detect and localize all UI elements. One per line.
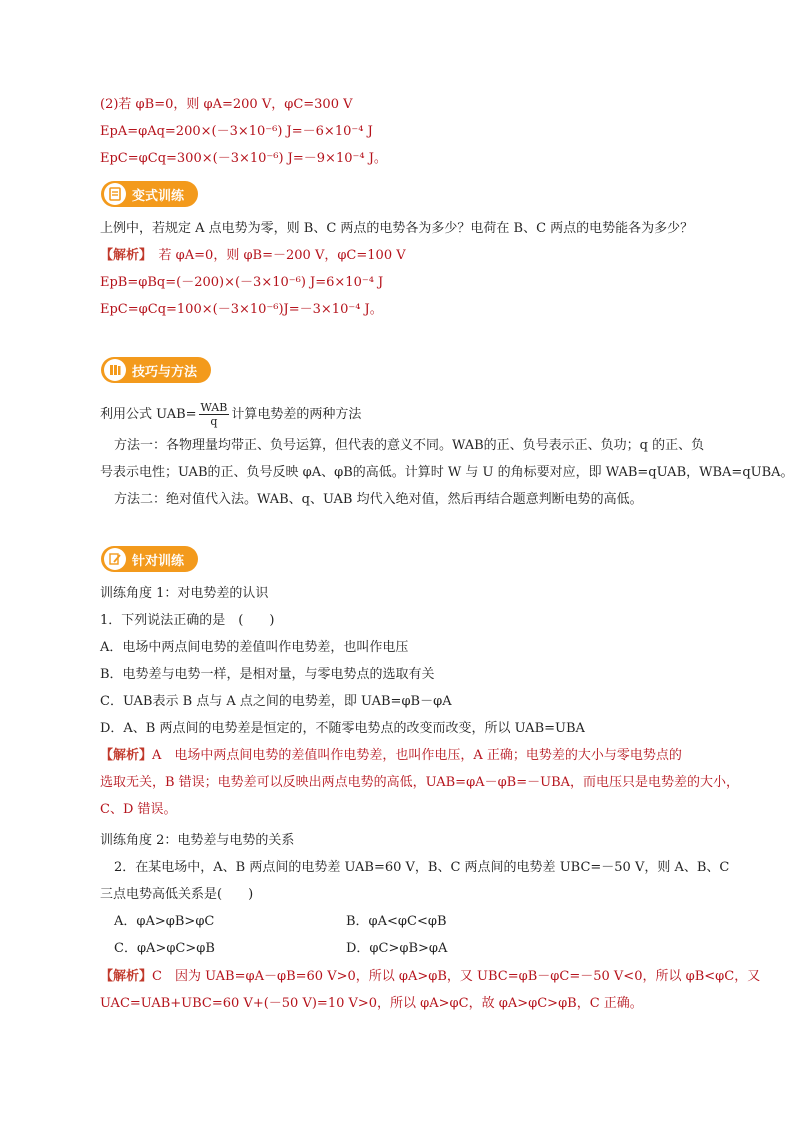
question-1: 1．下列说法正确的是 ( ) [100,613,275,628]
variant-answer-line-2: EpB=φBq=(－200)×(－3×10⁻⁶) J=6×10⁻⁴ J [100,275,384,290]
q1-option-b: B．电势差与电势一样，是相对量，与零电势点的选取有关 [100,667,435,682]
document-icon [104,183,126,205]
q2-answer-line-2: UAC=UAB+UBC=60 V+(－50 V)=10 V>0，所以 φA>φC，故 φA>φC>φB，C 正确。 [100,996,643,1011]
method2-line: 方法二：绝对值代入法。WAB、q、UAB 均代入绝对值，然后再结合题意判断电势的高低。 [114,492,643,507]
training-angle-1: 训练角度 1：对电势差的认识 [100,586,269,601]
q1-answer-tag: 【解析】 [100,748,153,763]
q1-option-c: C．UAB表示 B 点与 A 点之间的电势差，即 UAB=φB－φA [100,694,452,709]
skills-badge [101,357,211,383]
formula-denominator: q [210,415,218,428]
formula-line [100,401,361,428]
method1-line-1: 方法一：各物理量均带正、负号运算，但代表的意义不同。WAB的正、负号表示正、负功；q 的正、负 [114,438,705,453]
variant-answer-line-1 [100,246,406,266]
training-angle-2: 训练角度 2：电势差与电势的关系 [100,833,295,848]
formula-lead: 利用公式 UAB= [100,407,197,422]
variant-answer-line-3: EpC=φCq=100×(－3×10⁻⁶)J=－3×10⁻⁴ J。 [100,302,383,317]
training-badge-label: 针对训练 [132,553,185,569]
formula-numerator: WAB [200,401,228,414]
q1-answer-line-2: 选取无关，B 错误；电势差可以反映出两点电势的高低，UAB=φA－φB=－UBA，而电压只是电势差的大小， [100,775,740,790]
q1-option-a: A．电场中两点间电势的差值叫作电势差，也叫作电压 [100,640,409,655]
q2-option-c: C．φA>φC>φB [114,941,215,956]
books-icon [104,359,126,381]
variant-badge [101,181,198,207]
formula-tail: 计算电势差的两种方法 [231,407,362,422]
q1-answer-text: A 电场中两点间电势的差值叫作电势差，也叫作电压，A 正确；电势差的大小与零电势点的 [152,748,682,763]
answer-tag: 【解析】 [100,248,146,263]
example-line-1: (2)若 φB=0，则 φA=200 V，φC=300 V [100,97,353,112]
example-line-2: EpA=φAq=200×(－3×10⁻⁶) J=－6×10⁻⁴ J [100,124,373,139]
example-line-3: EpC=φCq=300×(－3×10⁻⁶) J=－9×10⁻⁴ J。 [100,151,387,166]
skills-badge-label: 技巧与方法 [132,364,198,380]
q2-answer-text: C 因为 UAB=φA－φB=60 V>0，所以 φA>φB，又 UBC=φB－φC=－50 V<0，所以 φB<φC，又 [152,969,761,984]
q2-option-d: D．φC>φB>φA [346,941,448,956]
training-badge [101,546,198,572]
pencil-icon [104,548,126,570]
q1-option-d: D．A、B 两点间的电势差是恒定的，不随零电势点的改变而改变，所以 UAB=UBA [100,721,585,736]
q1-answer-line-1 [100,746,682,766]
q2-answer-tag: 【解析】 [100,969,153,984]
q1-answer-line-3: C、D 错误。 [100,802,177,817]
method1-line-2: 号表示电性；UAB的正、负号反映 φA、φB的高低。计算时 W 与 U 的角标要对应，即 WAB=qUAB，WBA=qUBA。 [100,465,794,480]
question-2-line-2: 三点电势高低关系是( ) [100,887,254,902]
answer-text: 若 φA=0，则 φB=－200 V，φC=100 V [158,248,406,263]
q2-option-a: A．φA>φB>φC [114,914,215,929]
variant-question: 上例中，若规定 A 点电势为零，则 B、C 两点的电势各为多少？电荷在 B、C 两点的电势能各为多少？ [100,221,694,236]
formula-fraction [199,401,230,428]
q2-option-b: B．φA<φC<φB [346,914,447,929]
q2-answer-line-1 [100,967,760,987]
variant-badge-label: 变式训练 [132,188,185,204]
question-2-line-1: 2．在某电场中，A、B 两点间的电势差 UAB=60 V，B、C 两点间的电势差 UBC=－50 V，则 A、B、C [114,860,730,875]
